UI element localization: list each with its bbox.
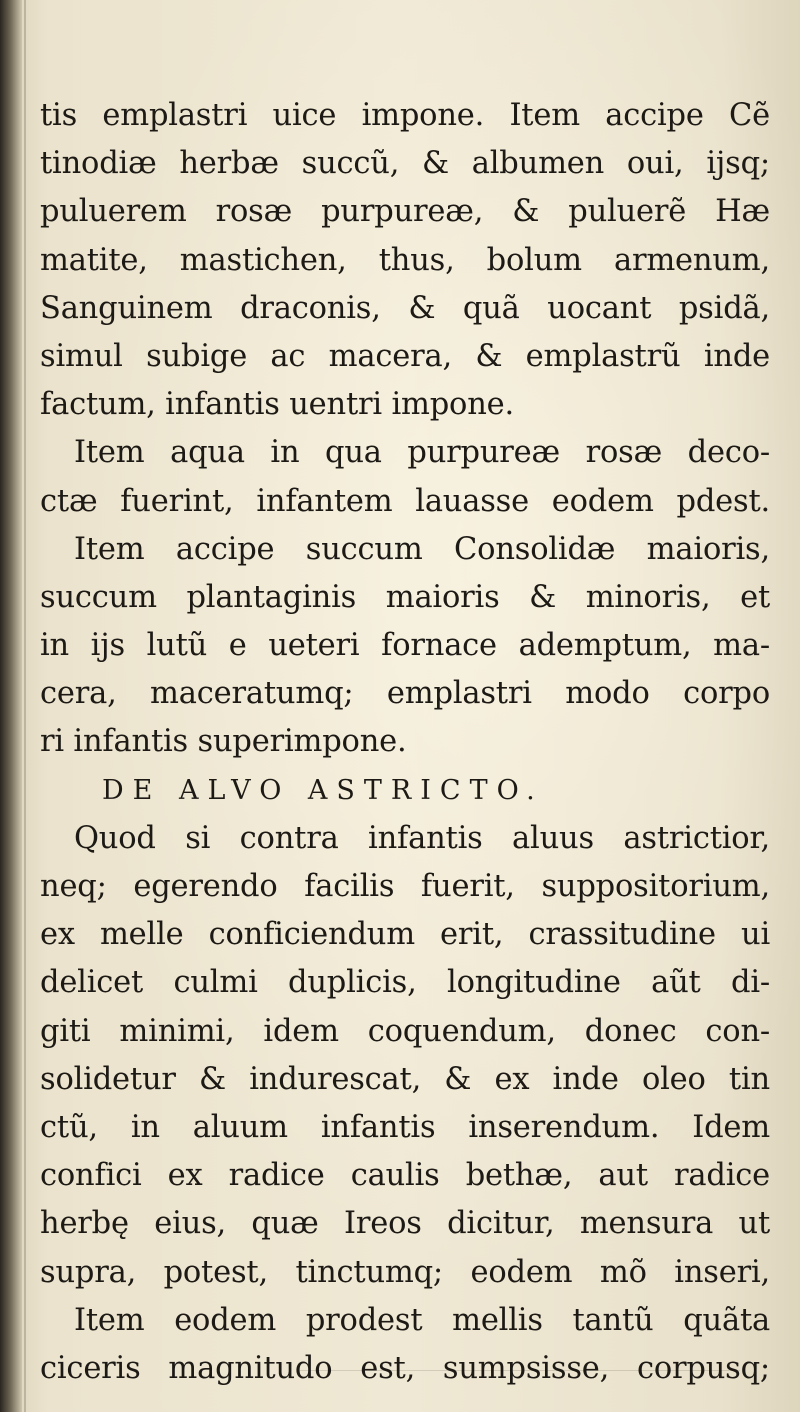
- text-line: ri infantis superimpone.: [40, 724, 407, 760]
- text-line: ctæ fuerint, infantem lauasse eodem pdest.: [40, 483, 770, 519]
- text-line: factum, infantis uentri impone.: [40, 387, 515, 423]
- text-line: herbę eius, quæ Ireos dicitur, mensura ut: [40, 1206, 770, 1242]
- text-line: tinodiæ herbæ succũ, & albumen oui, ijsq;: [40, 146, 770, 182]
- paragraph-start-line: Quod si contra infantis aluus astrictior,: [74, 820, 770, 856]
- text-line: tis emplastri uice impone. Item accipe Cẽ: [40, 98, 770, 133]
- text-line: confici ex radice caulis bethæ, aut radice: [40, 1158, 770, 1194]
- text-line: delicet culmi duplicis, longitudine aũt di-: [40, 965, 770, 1001]
- paragraph-start-line: Item accipe succum Consolidæ maioris,: [74, 531, 770, 567]
- text-line: ciceris magnitudo est, sumpsisse, corpusq;: [40, 1350, 770, 1386]
- text-line: cera, maceratumq; emplastri modo corpo: [40, 676, 770, 712]
- gutter-shadow-line: [24, 0, 26, 1412]
- text-line: Sanguinem draconis, & quã uocant psidã,: [40, 290, 770, 326]
- text-line: supra, potest, tinctumq; eodem mõ inseri,: [40, 1254, 770, 1290]
- text-line: giti minimi, idem coquendum, donec con-: [40, 1013, 770, 1049]
- paragraph-start-line: Item eodem prodest mellis tantũ quãta: [74, 1302, 770, 1338]
- paragraph-start-line: Item aqua in qua purpureæ rosæ deco-: [74, 435, 770, 471]
- text-line: simul subige ac macera, & emplastrũ inde: [40, 338, 770, 374]
- text-line: neq; egerendo facilis fuerit, suppositorium,: [40, 869, 770, 904]
- text-line: ctũ, in aluum infantis inserendum. Idem: [40, 1109, 770, 1145]
- text-line: puluerem rosæ purpureæ, & puluerẽ Hæ: [40, 194, 770, 230]
- text-block: [40, 92, 770, 1393]
- text-line: succum plantaginis maioris & minoris, et: [40, 579, 770, 615]
- text-line: solidetur & indurescat, & ex inde oleo tin: [40, 1061, 770, 1097]
- book-gutter: [0, 0, 22, 1412]
- text-line: in ijs lutũ e ueteri fornace ademptum, ma-: [40, 628, 770, 664]
- section-heading: DE ALVO ASTRICTO.: [102, 774, 544, 806]
- text-line: ex melle conficiendum erit, crassitudine ui: [40, 917, 770, 953]
- text-line: matite, mastichen, thus, bolum armenum,: [40, 242, 770, 278]
